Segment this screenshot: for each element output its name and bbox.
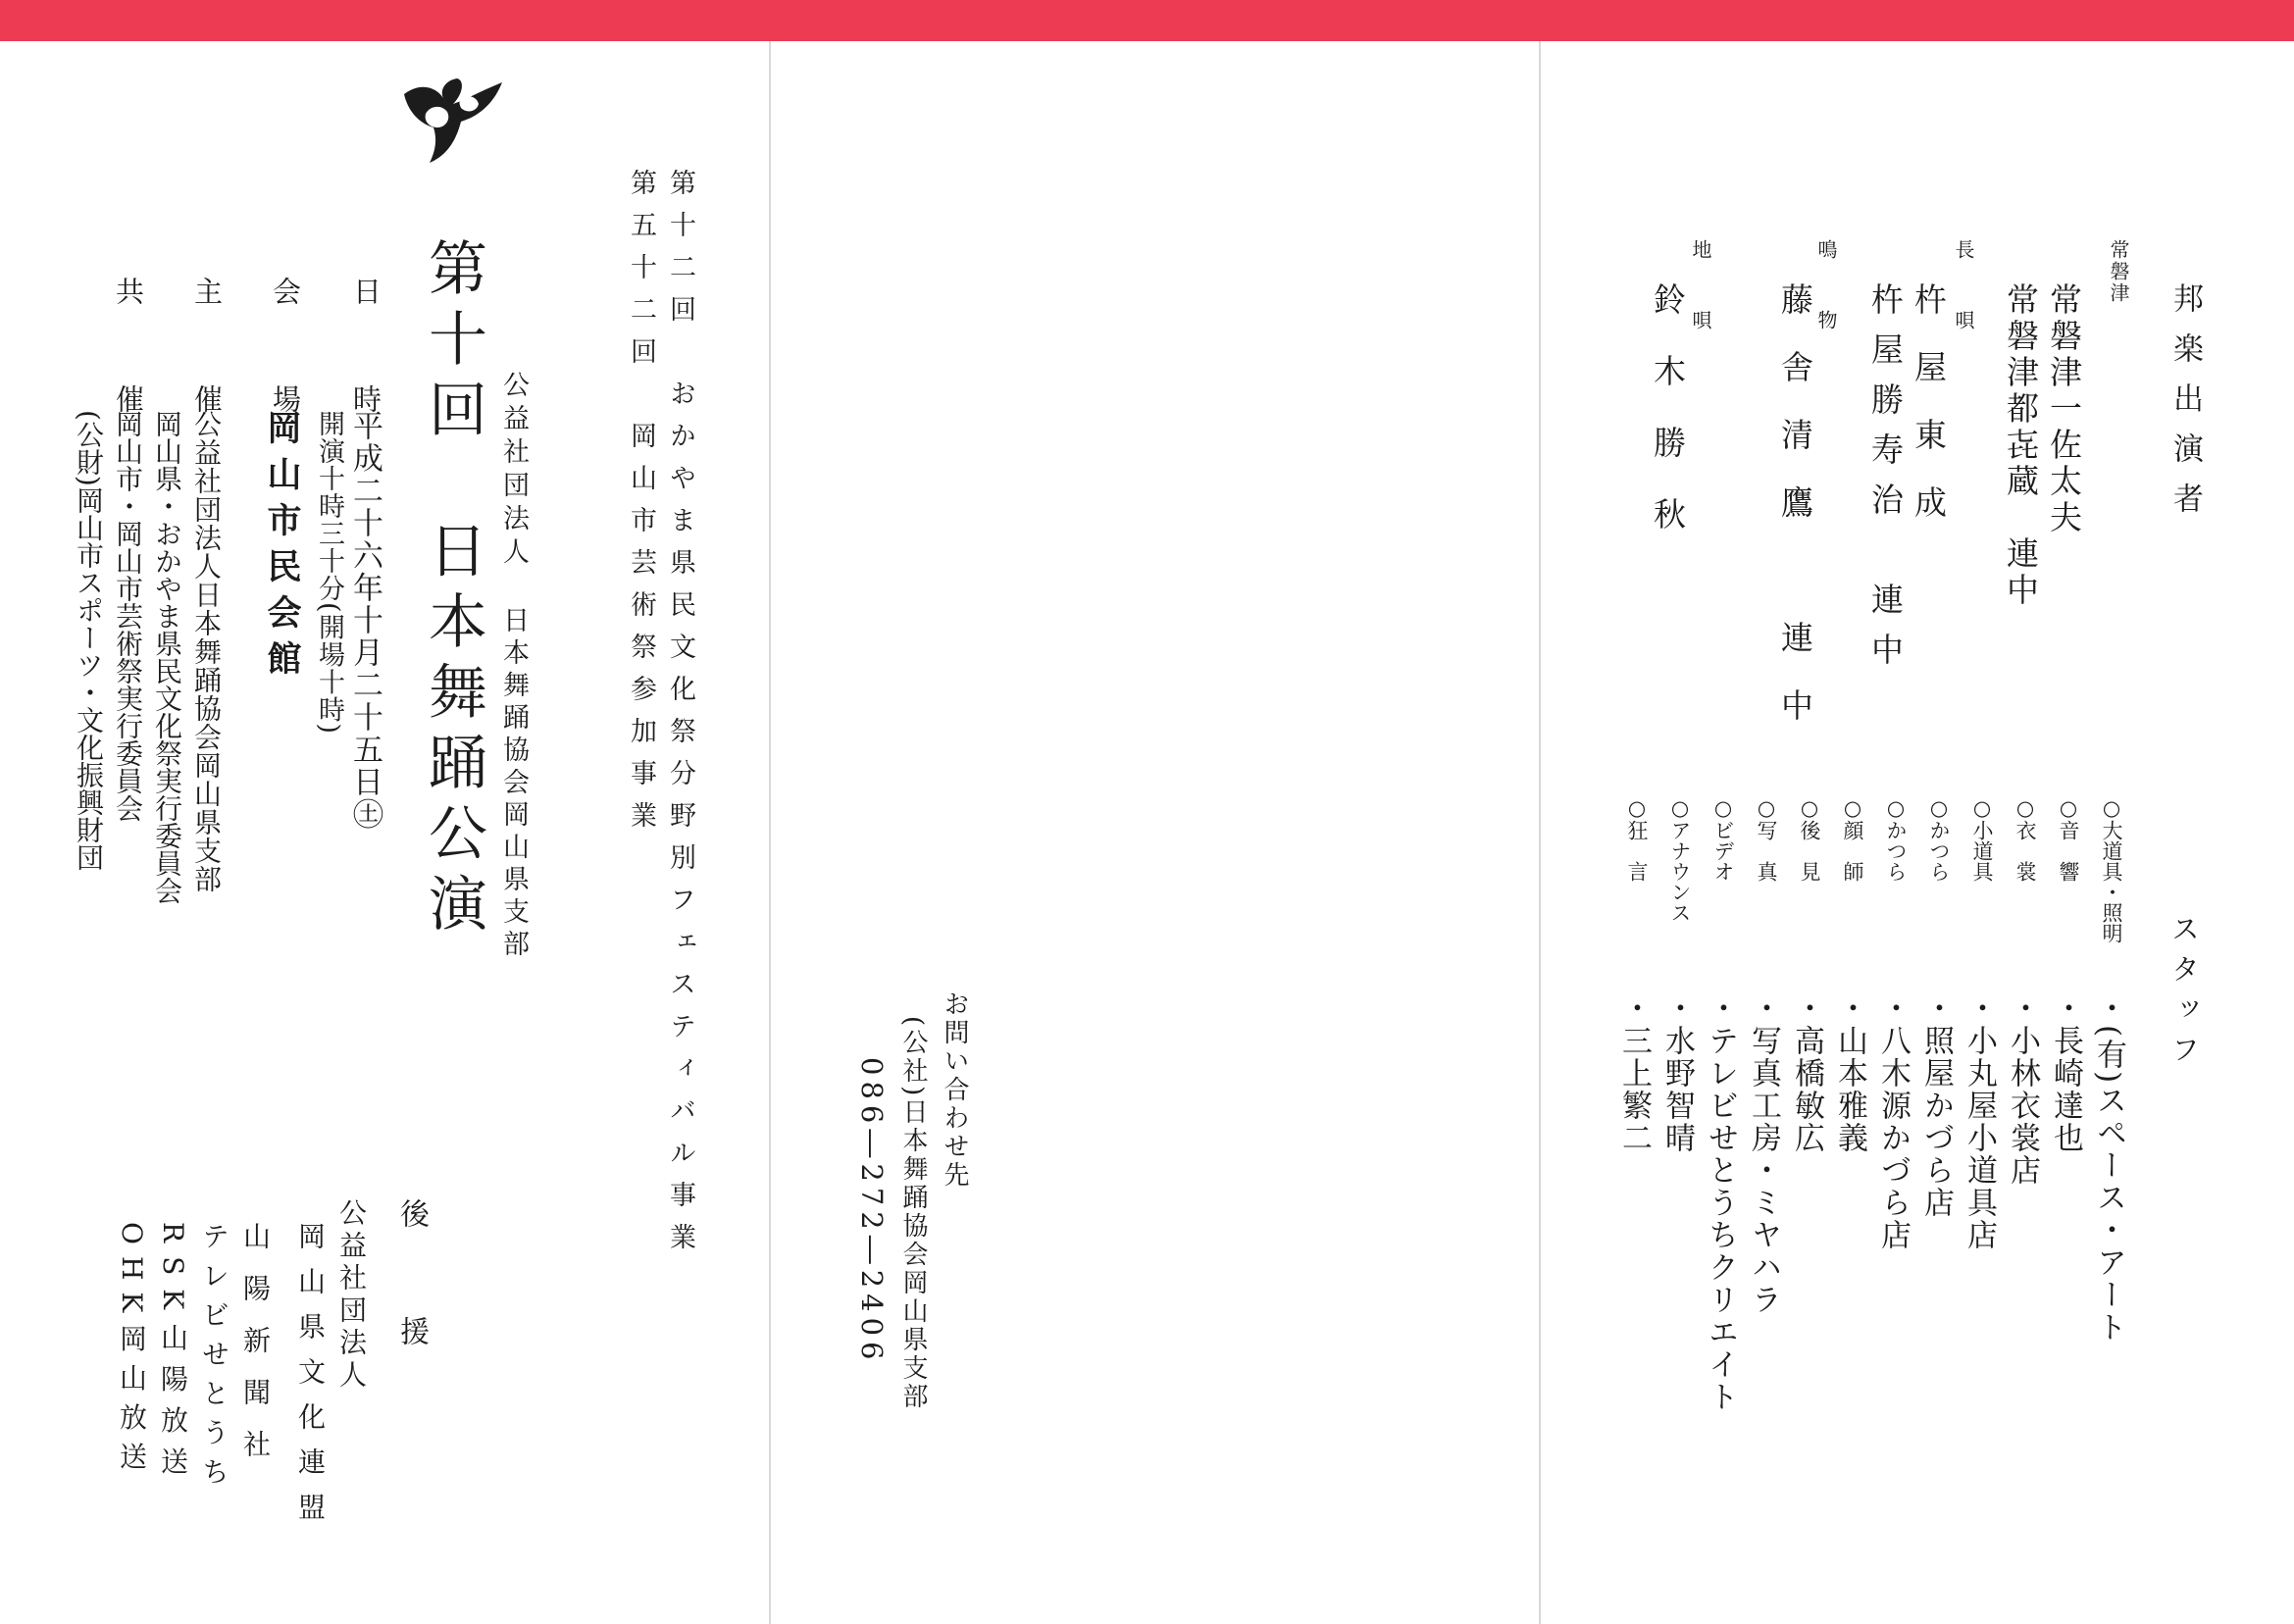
organizer-header-2: 日本舞踊協会岡山県支部 xyxy=(498,606,529,962)
staff-name: ・三上繁二 xyxy=(1616,992,1652,1154)
date-value: 平成二十六年十月二十五日㊏ xyxy=(347,410,382,831)
tokiwazu-performer-1: 常磐津一佐太夫 xyxy=(2045,282,2083,536)
series-line-1: 第十二回 おかやま県民文化祭分野別フェスティバル事業 xyxy=(665,169,695,1265)
fold-line-left xyxy=(769,41,771,1624)
staff-name: ・写真工房・ミヤハラ xyxy=(1746,992,1781,1316)
staff-role: ○写 真 xyxy=(1755,796,1778,882)
nagauta-performer-1: 杵屋東成 xyxy=(1910,282,1948,553)
venue-value: 岡山市民会館 xyxy=(262,410,302,686)
staff-role: ○狂 言 xyxy=(1625,796,1649,882)
staff-name: ・小丸屋小道具店 xyxy=(1962,992,1997,1251)
staff-name: ・長崎達也 xyxy=(2048,992,2083,1154)
staff-role: ○ビデオ xyxy=(1711,796,1735,882)
support-org-5: OHK岡山放送 xyxy=(116,1222,148,1482)
staff-role: ○顔 師 xyxy=(1841,796,1864,882)
tokiwazu-performer-2: 常磐津都㐂蔵 連中 xyxy=(2002,282,2040,609)
staff-name: ・(有)スペース・アート xyxy=(2091,992,2126,1345)
staff-name: ・水野智晴 xyxy=(1659,992,1695,1154)
staff-role: ○音 響 xyxy=(2057,796,2080,882)
series-line-2: 第五十二回 岡山市芸術祭参加事業 xyxy=(626,169,656,843)
support-org-1a: 公益社団法人 xyxy=(335,1198,368,1393)
staff-name: ・小林衣裳店 xyxy=(2005,992,2040,1187)
staff-name: ・山本雅義 xyxy=(1832,992,1867,1154)
cohost-value-3: (公財)岡山市スポーツ・文化振興財団 xyxy=(73,410,105,871)
nagauta-label: 長 唄 xyxy=(1952,239,1975,345)
date-label: 日 時 xyxy=(349,277,382,438)
fold-line-right xyxy=(1539,41,1541,1624)
staff-role: ○衣 裳 xyxy=(2014,796,2037,882)
staff-name: ・八木源かづら店 xyxy=(1875,992,1911,1251)
support-org-3: テレビせとうち xyxy=(198,1222,230,1497)
jiuta-performer-1: 鈴木勝秋 xyxy=(1649,282,1687,569)
staff-name: ・照屋かづら店 xyxy=(1918,992,1954,1219)
contact-org: (公社)日本舞踊協会岡山県支部 xyxy=(898,1016,928,1412)
contact-phone: 086―272―2406 xyxy=(855,1057,889,1366)
tokiwazu-label: 常磐津 xyxy=(2107,239,2130,304)
nagauta-performer-2: 杵屋勝寿治 連中 xyxy=(1866,282,1905,683)
staff-role: ○小道具 xyxy=(1970,796,1994,882)
contact-label: お問い合わせ先 xyxy=(940,990,969,1190)
cohost-value-1: 岡山県・おかやま県民文化祭実行委員会 xyxy=(151,410,183,904)
narimono-label: 鳴 物 xyxy=(1814,239,1838,345)
time-value: 開演十時三十分(開場十時) xyxy=(314,410,344,736)
narimono-performer-1: 藤舎清鷹 連中 xyxy=(1776,282,1814,756)
staff-role: ○アナウンス xyxy=(1668,796,1692,923)
host-value: 公益社団法人日本舞踊協会岡山県支部 xyxy=(190,410,223,893)
support-org-4: RSK山陽放送 xyxy=(157,1222,189,1489)
staff-role: ○かつら xyxy=(1927,796,1951,882)
venue-label: 会 場 xyxy=(269,277,302,438)
staff-role: ○後 見 xyxy=(1798,796,1821,882)
top-red-band xyxy=(0,0,2294,41)
cohost-label: 共 催 xyxy=(112,277,145,438)
support-label: 後 援 xyxy=(394,1198,429,1375)
page-title: 第十回 日本舞踊公演 xyxy=(419,237,487,943)
organizer-header-1: 公益社団法人 xyxy=(498,371,529,571)
cohost-value-2: 岡山市・岡山市芸術祭実行委員会 xyxy=(112,410,144,822)
support-org-1b: 岡山県文化連盟 xyxy=(294,1222,327,1538)
staff-name: ・高橋敏広 xyxy=(1789,992,1824,1154)
staff-role: ○かつら xyxy=(1884,796,1908,882)
fan-crest-icon xyxy=(400,69,508,167)
performers-heading: 邦楽出演者 xyxy=(2167,282,2203,533)
staff-name: ・テレビせとうちクリエイト xyxy=(1703,992,1738,1413)
jiuta-label: 地 唄 xyxy=(1689,239,1712,345)
support-org-2: 山陽新聞社 xyxy=(239,1222,272,1482)
host-label: 主 催 xyxy=(190,277,224,438)
staff-heading: スタッフ xyxy=(2167,914,2201,1075)
staff-role: ○大道具・照明 xyxy=(2100,796,2123,943)
